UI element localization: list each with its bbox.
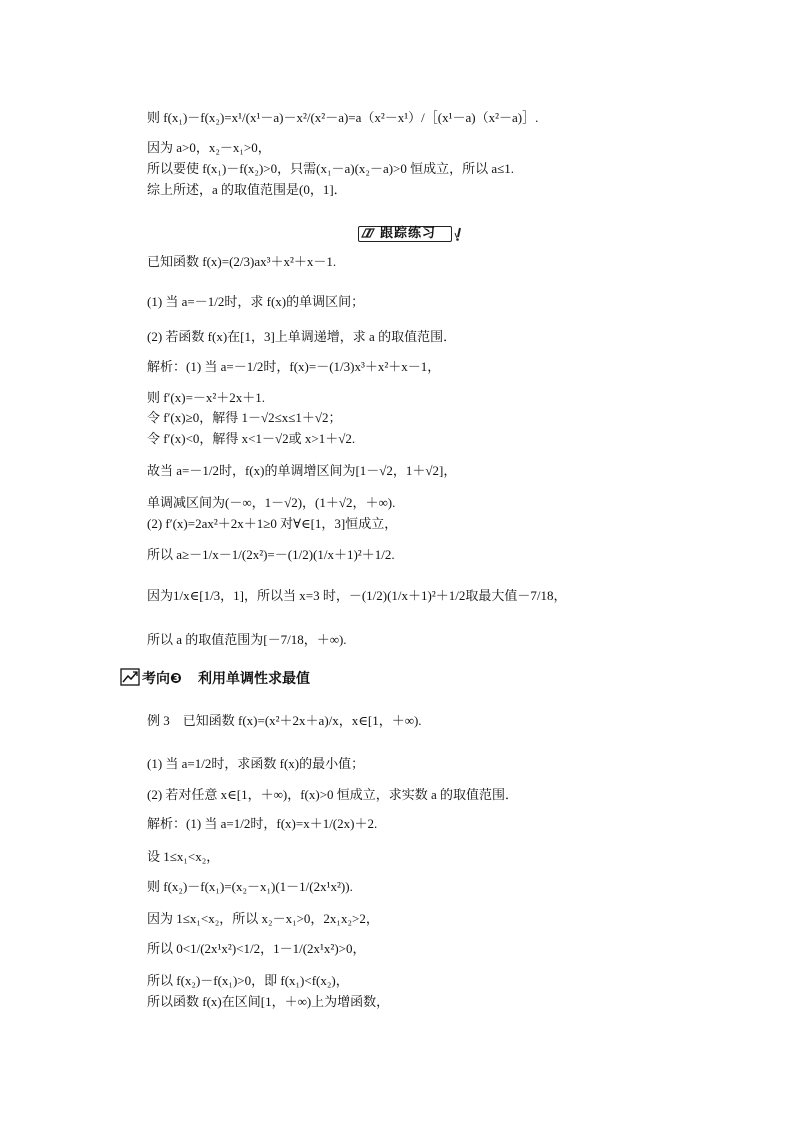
text-line: 令 f′(x)<0，解得 x<1－√2或 x>1＋√2.	[147, 431, 356, 446]
text-line: 因为1/x∈[1/3，1]，所以当 x=3 时，－(1/2)(1/x＋1)²＋1/2取最大值－7/18，	[147, 588, 567, 603]
text-line: (1) 当 a=－1/2时，求 f(x)的单调区间；	[147, 294, 365, 309]
text-line: 所以 a 的取值范围为[－7/18，＋∞).	[147, 632, 347, 647]
trend-chart-icon	[120, 668, 140, 686]
text-line: 设 1≤x₁<x₂，	[147, 849, 220, 864]
text-line: 所以 f(x₂)－f(x₁)>0，即 f(x₁)<f(x₂)，	[147, 973, 349, 988]
text-line: 已知函数 f(x)=(2/3)ax³＋x²＋x－1.	[147, 254, 337, 269]
text-line: (2) 若对任意 x∈[1，＋∞)，f(x)>0 恒成立，求实数 a 的取值范围．	[147, 787, 519, 802]
practice-banner	[358, 224, 462, 242]
text-line: 综上所述，a 的取值范围是(0，1]．	[147, 182, 347, 197]
text-line: 例 3 已知函数 f(x)=(x²＋2x＋a)/x，x∈[1，＋∞).	[147, 713, 422, 728]
banner-label: 跟踪练习	[380, 225, 437, 240]
text-line: 则 f(x₂)－f(x₁)=(x₂－x₁)(1－1/(2x¹x²)).	[147, 879, 353, 894]
text-line: 因为 a>0，x₂－x₁>0，	[147, 140, 271, 155]
text-line: 所以函数 f(x)在区间[1，＋∞)上为增函数，	[147, 994, 390, 1009]
text-line: (1) 当 a=1/2时，求函数 f(x)的最小值；	[147, 756, 365, 771]
text-line: (2) f′(x)=2ax²＋2x＋1≥0 对∀∈[1，3]恒成立，	[147, 516, 398, 531]
section-heading	[120, 667, 520, 689]
text-line: 解析：(1) 当 a=1/2时，f(x)=x＋1/(2x)＋2.	[147, 816, 378, 831]
text-line: 所以要使 f(x₁)－f(x₂)>0，只需(x₁－a)(x₂－a)>0 恒成立，所以 a≤1.	[147, 161, 515, 176]
text-line: 令 f′(x)≥0，解得 1－√2≤x≤1＋√2；	[147, 410, 342, 425]
text-line: 解析：(1) 当 a=－1/2时，f(x)=－(1/3)x³＋x²＋x－1，	[147, 359, 441, 374]
text-line: 因为 1≤x₁<x₂，所以 x₂－x₁>0，2x₁x₂>2，	[147, 911, 379, 926]
text-line: 单调减区间为(－∞，1－√2)，(1＋√2，＋∞).	[147, 495, 396, 510]
exclamation-icon	[454, 227, 464, 241]
section-label: 考向❸	[142, 670, 182, 686]
pencil-icon	[361, 228, 375, 238]
text-line: 故当 a=－1/2时，f(x)的单调增区间为[1－√2，1＋√2]，	[147, 463, 457, 478]
text-line: 则 f′(x)=－x²＋2x＋1.	[147, 390, 266, 405]
text-line: (2) 若函数 f(x)在[1，3]上单调递增，求 a 的取值范围．	[147, 329, 457, 344]
text-line: 则 f(x₁)－f(x₂)=x¹/(x¹－a)－x²/(x²－a)=a（x²－x¹）/［(x¹－a)（x²－a)］.	[147, 110, 539, 125]
section-title: 利用单调性求最值	[198, 670, 310, 686]
text-line: 所以 a≥－1/x－1/(2x²)=－(1/2)(1/x＋1)²＋1/2.	[147, 547, 395, 562]
text-line: 所以 0<1/(2x¹x²)<1/2，1－1/(2x¹x²)>0，	[147, 941, 366, 956]
